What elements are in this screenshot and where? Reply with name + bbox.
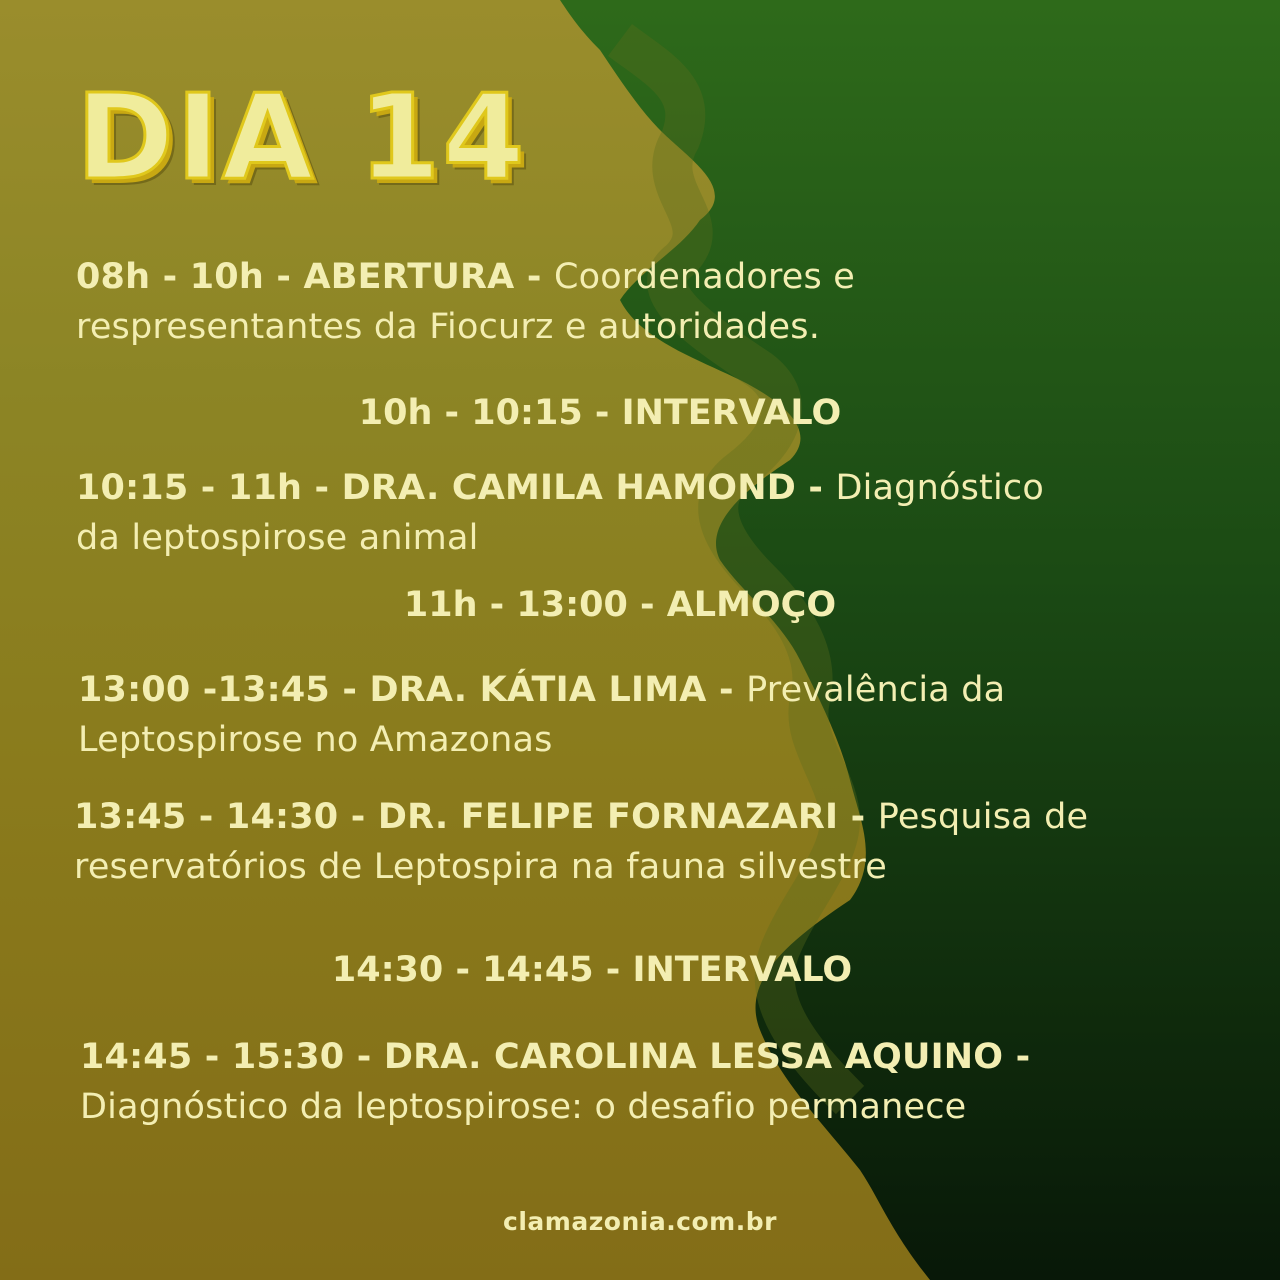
schedule-description: Prevalência da: [746, 670, 1006, 710]
schedule-description-cont: Leptospirose no Amazonas: [78, 720, 553, 760]
schedule-item-katia-lima: [78, 665, 1005, 765]
schedule-description-cont: respresentantes da Fiocurz e autoridades.: [76, 307, 821, 347]
schedule-time: 08h - 10h -: [76, 257, 304, 297]
schedule-break-intervalo-2: 14:30 - 14:45 - INTERVALO: [331, 950, 853, 990]
schedule-time: 10:15 - 11h -: [76, 468, 342, 508]
schedule-description: Coordenadores e: [553, 257, 856, 297]
schedule-speaker: ABERTURA -: [303, 257, 554, 297]
schedule-description: Pesquisa de: [877, 797, 1089, 837]
schedule-break-almoco: 11h - 13:00 - ALMOÇO: [403, 585, 837, 625]
schedule-speaker: DRA. CAROLINA LESSA AQUINO -: [383, 1037, 1031, 1077]
schedule-speaker: DR. FELIPE FORNAZARI -: [377, 797, 878, 837]
schedule-time: 13:00 -13:45 -: [78, 670, 370, 710]
schedule-item-carolina-lessa-aquino: [80, 1032, 1030, 1132]
schedule-time: 13:45 - 14:30 -: [74, 797, 378, 837]
schedule-description-cont: reservatórios de Leptospira na fauna silvestre: [74, 847, 887, 887]
schedule-item-abertura: [76, 252, 855, 352]
schedule-speaker: DRA. KÁTIA LIMA -: [369, 670, 747, 710]
schedule-break-intervalo-1: 10h - 10:15 - INTERVALO: [358, 393, 842, 433]
page-title: DIA 14: [76, 68, 527, 206]
website-footer: clamazonia.com.br: [503, 1207, 777, 1236]
schedule-item-camila-hamond: [76, 463, 1044, 563]
schedule-item-felipe-fornazari: [74, 792, 1088, 892]
schedule-speaker: DRA. CAMILA HAMOND -: [341, 468, 836, 508]
schedule-description: Diagnóstico: [835, 468, 1044, 508]
schedule-description-cont: da leptospirose animal: [76, 518, 479, 558]
schedule-description-cont: Diagnóstico da leptospirose: o desafio permanece: [80, 1087, 967, 1127]
schedule-time: 14:45 - 15:30 -: [80, 1037, 384, 1077]
